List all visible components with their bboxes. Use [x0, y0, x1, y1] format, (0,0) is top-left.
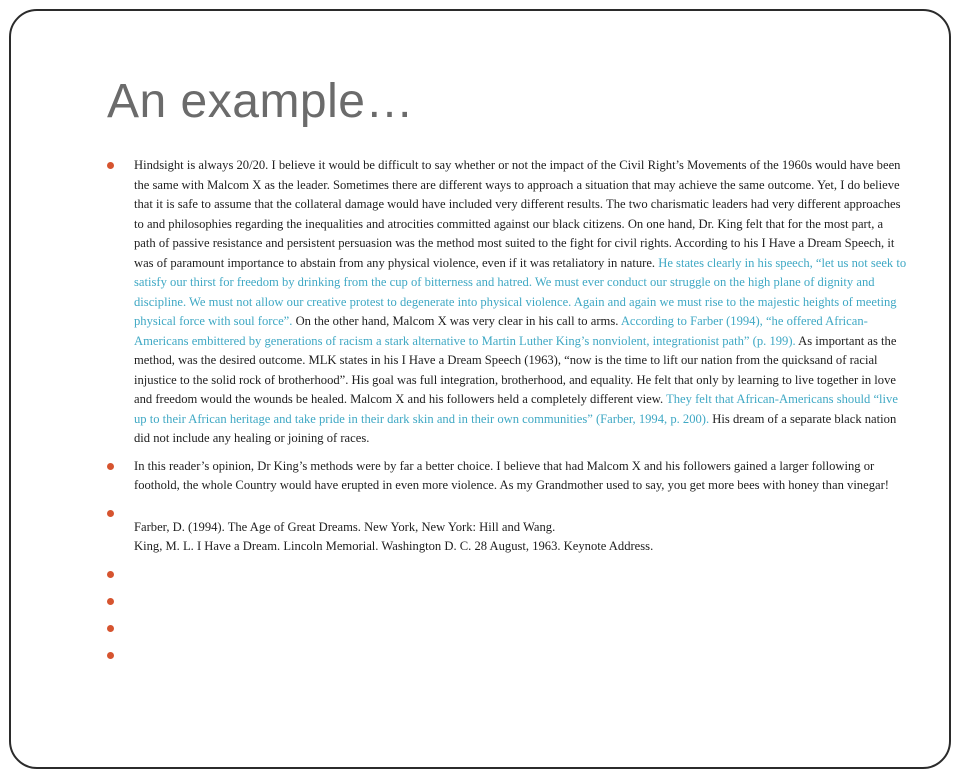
quote-king-speech: He states clearly in his speech, “let us not seek to satisfy our thirst for freedom by drinking from the cup of bitterness and hatred. We must ever conduct our struggle on the high plane of dignity and discipline. We must not allow our creative protest to degenerate into physical violence. Again and again we must rise to the majestic heights of meeting physical force with soul force”. — [134, 255, 907, 328]
bullet-essay — [107, 156, 907, 449]
reference-king: King, M. L. I Have a Dream. Lincoln Memorial. Washington D. C. 28 August, 1963. Keynote Address. — [134, 539, 654, 553]
quote-farber: According to Farber (1994), “he offered African-Americans embittered by generations of racism a stark alternative to Martin Luther King’s nonviolent, integrationist path” (p. 199). — [134, 314, 868, 348]
essay-text-1: Hindsight is always 20/20. I believe it would be difficult to say whether or not the impact of the Civil Right’s Movements of the 1960s would have been the same with Malcom X as the leader. Sometimes there are different ways to approach a situation that may achieve the same outcome. Yet, I do believe that it is safe to assume that the collateral damage would have included very different results. The two charismatic leaders had very different approaches to and philosophies regarding the inequalities and atrocities committed against our black citizens. On one hand, Dr. King felt that for the most part, a path of passive resistance and persistent persuasion was the method most suited to the fight for civil rights. According to his I Have a Dream Speech, it was of paramount importance to abstain from any physical violence, even if it was retaliatory in nature. — [134, 158, 901, 270]
empty-bullet — [107, 619, 907, 638]
reference-farber: Farber, D. (1994). The Age of Great Dreams. New York, New York: Hill and Wang. — [134, 519, 556, 534]
slide-title: An example… — [107, 75, 414, 128]
empty-bullet — [107, 565, 907, 584]
empty-bullet — [107, 646, 907, 665]
essay-text-2: On the other hand, Malcom X was very clear in his call to arms. — [292, 314, 621, 328]
bullet-references — [107, 504, 907, 557]
quote-farber-heritage: They felt that African-Americans should “live up to their African heritage and take pride in their dark skin and in their own communities” (Farber, 1994, p. 200). — [134, 392, 898, 426]
essay-text-4: His dream of a separate black nation did not include any healing or joining of races. — [134, 411, 897, 445]
opinion-text: In this reader’s opinion, Dr King’s methods were by far a better choice. I believe that had Malcom X and his followers gained a larger following or foothold, the whole Country would have erupted in even more violence. As my Grandmother used to say, you get more bees with honey than vinegar! — [134, 458, 889, 492]
bullet-opinion — [107, 457, 907, 496]
essay-text-3: As important as the method, was the desired outcome. MLK states in his I Have a Dream Speech (1963), “now is the time to lift our nation from the quicksand of racial injustice to the solid rock of brotherhood”. His goal was full integration, brotherhood, and equality. He felt that only by learning to live together in love and freedom would the wounds be healed. Malcom X and his followers held a completely different view. — [134, 333, 897, 406]
empty-bullet — [107, 592, 907, 611]
slide-content — [107, 156, 907, 673]
